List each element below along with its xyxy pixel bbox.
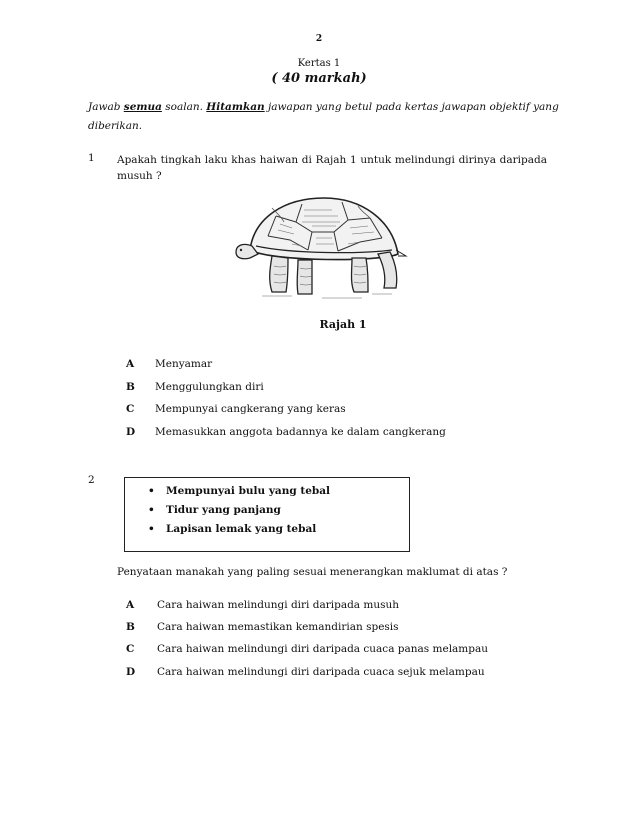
- option-letter: D: [126, 666, 136, 678]
- instr-emph-semua: semua: [123, 101, 162, 113]
- box-item-text: Tidur yang panjang: [166, 504, 281, 516]
- figure-caption: Rajah 1: [319, 318, 367, 331]
- option-text: Cara haiwan melindungi diri daripada cuaca panas melampau: [157, 643, 489, 655]
- q2-option-b[interactable]: [126, 621, 546, 635]
- paper-title: Kertas 1: [297, 58, 341, 69]
- instr-line2: diberikan.: [88, 120, 143, 132]
- q2-option-d[interactable]: [126, 666, 546, 680]
- option-text: Menyamar: [155, 358, 213, 370]
- box-item: [148, 485, 398, 499]
- marks-label: ( 40 markah): [271, 71, 367, 86]
- option-letter: B: [126, 381, 135, 393]
- question-2-text: Penyataan manakah yang paling sesuai menerangkan maklumat di atas ?: [117, 566, 508, 578]
- box-item: [148, 523, 398, 537]
- instr-prefix: Jawab: [88, 101, 124, 113]
- option-text: Cara haiwan melindungi diri daripada cuaca sejuk melampau: [157, 666, 485, 678]
- q1-option-a[interactable]: [126, 358, 526, 372]
- box-item-text: Mempunyai bulu yang tebal: [166, 485, 331, 497]
- option-letter: A: [126, 599, 135, 611]
- instructions: [88, 98, 568, 136]
- box-item-text: Lapisan lemak yang tebal: [166, 523, 317, 535]
- bullet-icon: •: [148, 485, 155, 497]
- tortoise-illustration: [232, 188, 410, 310]
- page-number: 2: [315, 34, 323, 44]
- option-letter: D: [126, 426, 136, 438]
- question-1-text: Apakah tingkah laku khas haiwan di Rajah 1 untuk melindungi dirinya daripada musuh ?: [117, 154, 547, 182]
- option-text: Mempunyai cangkerang yang keras: [155, 403, 346, 415]
- option-letter: C: [126, 403, 135, 415]
- option-text: Memasukkan anggota badannya ke dalam cangkerang: [155, 426, 446, 438]
- option-letter: A: [126, 358, 135, 370]
- box-item: [148, 504, 398, 518]
- option-text: Menggulungkan diri: [155, 381, 264, 393]
- q1-option-d[interactable]: [126, 426, 526, 440]
- instr-line1-rest: jawapan yang betul pada kertas jawapan objektif yang: [264, 101, 559, 113]
- q1-option-b[interactable]: [126, 381, 526, 395]
- q2-option-a[interactable]: [126, 599, 546, 613]
- option-letter: B: [126, 621, 135, 633]
- q1-option-c[interactable]: [126, 403, 526, 417]
- question-2-number: 2: [88, 474, 95, 486]
- bullet-icon: •: [148, 504, 155, 516]
- option-letter: C: [126, 643, 135, 655]
- option-text: Cara haiwan melindungi diri daripada musuh: [157, 599, 400, 611]
- instr-emph-hitamkan: Hitamkan: [206, 101, 265, 113]
- instr-mid: soalan.: [161, 101, 207, 113]
- bullet-icon: •: [148, 523, 155, 535]
- option-text: Cara haiwan memastikan kemandirian spesis: [157, 621, 399, 633]
- q2-option-c[interactable]: [126, 643, 546, 657]
- question-1-number: 1: [88, 152, 95, 164]
